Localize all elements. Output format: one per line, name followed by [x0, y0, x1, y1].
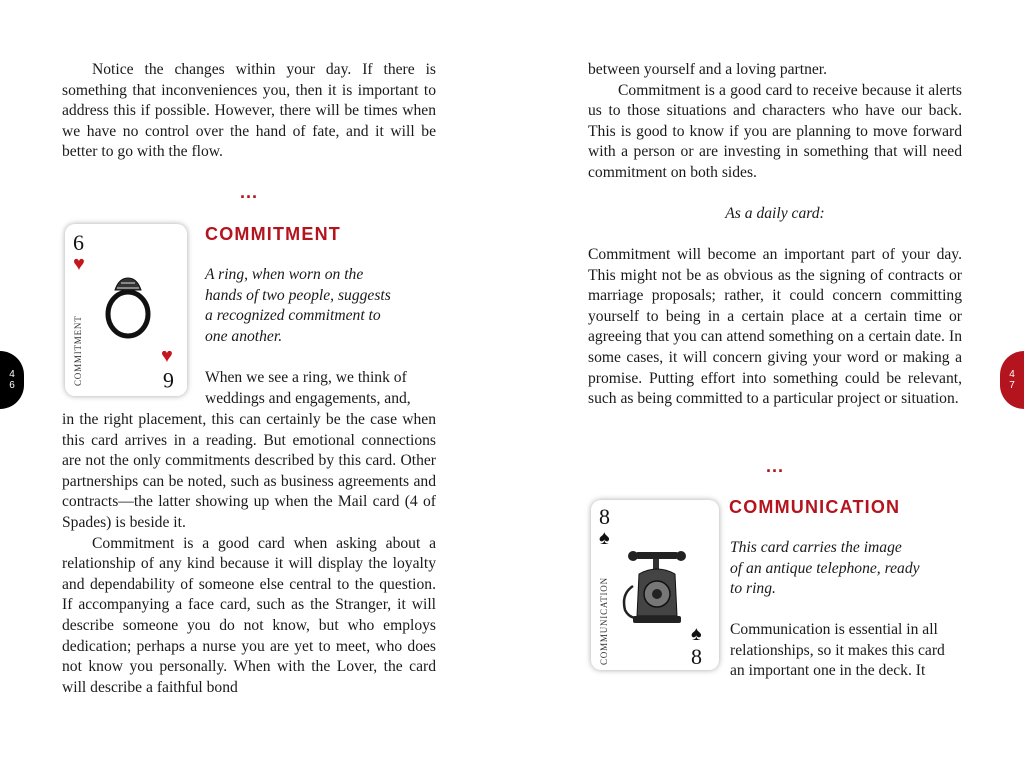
caption-line: A ring, when worn on the: [205, 266, 364, 283]
card-rank-bottom: 8: [691, 644, 702, 669]
card-rank-bottom: 6: [163, 368, 174, 393]
card-caption: [730, 538, 962, 600]
playing-card-eight-spades: [591, 500, 719, 670]
page-number-digit: 4: [1009, 369, 1015, 380]
page-number-46: [0, 351, 24, 409]
daily-paragraph: Commitment will become an important part of your day. This might not be as obvious as the signing of contracts or marriage proposals; rather, it could concern committing yourself to being in a certain place at a certain time or agreeing that you can attend something on a certain date. In some cases, it will concern giving your word or making a promise. Putting effort into something could be relevant, such as being committed to a particular project or situation.: [588, 246, 962, 408]
communication-paragraph: [730, 620, 962, 682]
playing-card-six-hearts: [65, 224, 187, 396]
caption-line: This card carries the image: [730, 539, 902, 556]
section-heading-communication: COMMUNICATION: [729, 497, 901, 517]
card-caption: [205, 265, 440, 347]
good-card-paragraph-2: Commitment is a good card to receive because it alerts us to those situations and characters who have our back. This is good to know if you are planning to move forward with a person or are investing in something that will need commitment on both sides.: [588, 81, 962, 181]
page-number-digit: 4: [9, 369, 15, 380]
ring-paragraph-rest: in the right placement, this can certainly be the case when this card arrives in a reading. But emotional connections are not the only commitments described by this card. Other partnerships can be noted, such as business agreements and contracts—the latter showing up when the Mail card (4 of Spades) is beside it.: [62, 411, 436, 531]
card-vertical-label: COMMUNICATION: [599, 577, 609, 665]
good-card-paragraph: Commitment is a good card when asking about a relationship of any kind because it will display the loyalty and dependability of someone else central to the question. If accompanying a face card, such as the Stranger, it will describe someone you do not know, but who employs dedication; perhaps a nurse you are yet to meet, who does not know you personally. When with the Lover, the card will describe a faithful bond: [62, 534, 436, 696]
card-suit-bottom: ♠: [691, 623, 702, 645]
telephone-icon: [617, 546, 695, 626]
paragraph-line: an important one in the deck. It: [730, 662, 926, 680]
body-block-right: [588, 60, 962, 184]
body-block-left: [62, 410, 436, 698]
caption-line: of an antique telephone, ready: [730, 559, 920, 577]
paragraph-line: Communication is essential in all: [730, 621, 938, 638]
caption-line: one another.: [205, 327, 283, 345]
caption-line: a recognized commitment to: [205, 307, 381, 325]
page-number-digit: 7: [1009, 380, 1015, 391]
paragraph-line: When we see a ring, we think of: [205, 369, 407, 386]
section-separator: ...: [240, 182, 259, 202]
daily-block: [588, 245, 962, 410]
caption-line: to ring.: [730, 580, 776, 598]
card-suit-top: ♠: [599, 527, 610, 549]
card-suit-top: ♥: [73, 253, 85, 275]
page-number-47: [1000, 351, 1024, 409]
section-separator: ...: [766, 456, 785, 476]
continuation-paragraph: between yourself and a loving partner.: [588, 61, 828, 78]
intro-paragraph: Notice the changes within your day. If there is something that inconveniences you, then it is important to address this if possible. However, there will be times when we have no control over the hand of fate, and it will be better to go with the flow.: [62, 61, 436, 161]
right-page: [512, 0, 1024, 760]
section-heading-commitment: COMMITMENT: [205, 224, 341, 244]
paragraph-line: weddings and engagements, and,: [205, 389, 411, 407]
card-suit-bottom: ♥: [161, 345, 173, 367]
daily-card-label: As a daily card:: [725, 205, 825, 222]
ring-paragraph-start: [205, 368, 437, 409]
card-rank-top: 6: [73, 230, 84, 255]
card-rank-top: 8: [599, 504, 610, 529]
paragraph-line: relationships, so it makes this card: [730, 641, 945, 659]
caption-line: hands of two people, suggests: [205, 286, 391, 304]
card-vertical-label: COMMITMENT: [73, 315, 83, 386]
ring-icon: [99, 274, 157, 340]
intro-block: [62, 60, 436, 163]
page-number-digit: 6: [9, 380, 15, 391]
